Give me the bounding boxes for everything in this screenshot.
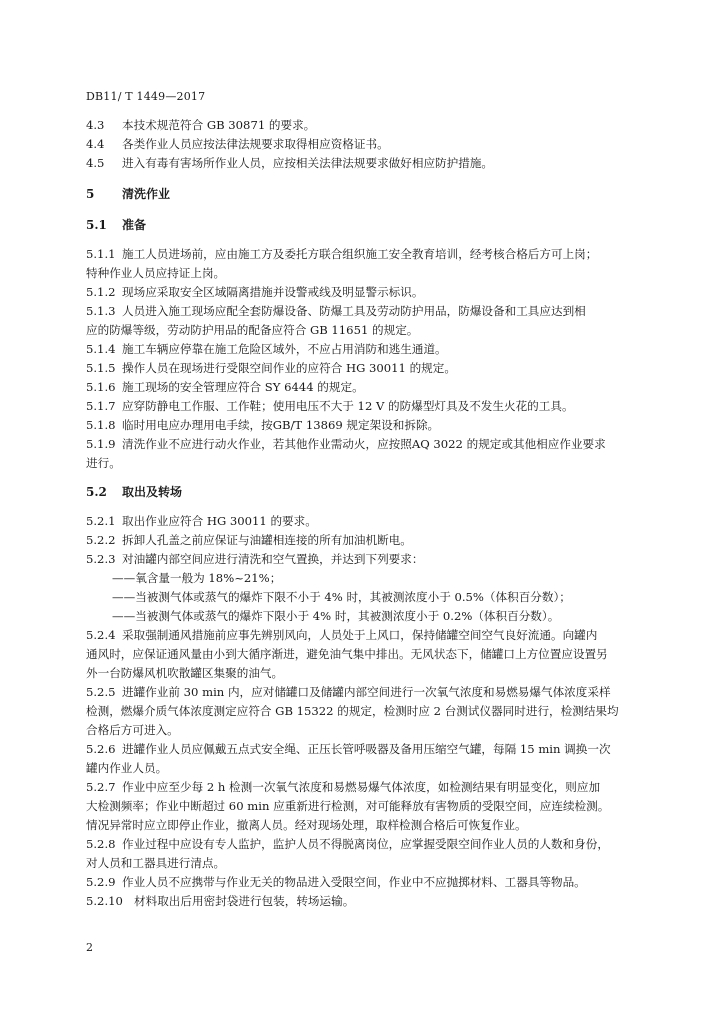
clause-number: 5.1.2 xyxy=(86,285,116,299)
clause-text: 进入有毒有害场所作业人员，应按相关法律法规要求做好相应防护措施。 xyxy=(122,156,494,170)
clause-number: 4.5 xyxy=(86,156,105,170)
section-5-1-heading xyxy=(86,216,662,235)
clause-number: 5.1.1 xyxy=(86,247,116,261)
clause-line xyxy=(86,454,662,473)
clause-text: 人员进入施工现场应配全套防爆设备、防爆工具及劳动防护用品，防爆设备和工具应达到相 xyxy=(122,304,586,318)
clause-number: 5.2.3 xyxy=(86,552,116,566)
clause-text: 情况异常时应立即停止作业，撤离人员。经对现场处理，取样检测合格后可恢复作业。 xyxy=(86,818,527,832)
clause-line xyxy=(86,435,662,454)
section-number: 5.1 xyxy=(86,218,107,232)
clause-number: 5.2.5 xyxy=(86,685,116,699)
clause-text: 作业人员不应携带与作业无关的物品进入受限空间，作业中不应抛掷材料、工器具等物品。 xyxy=(122,875,586,889)
clause-text: 本技术规范符合 GB 30871 的要求。 xyxy=(122,118,316,132)
clause-line xyxy=(86,512,662,531)
clause-line xyxy=(86,116,662,135)
clause-text: 外一台防爆风机吹散罐区集聚的油气。 xyxy=(86,666,284,680)
clause-number: 5.2.2 xyxy=(86,533,116,547)
clause-line xyxy=(86,626,662,645)
clause-text: 作业中应至少每 2 h 检测一次氧气浓度和易燃易爆气体浓度，如检测结果有明显变化，则应加 xyxy=(122,780,601,794)
clause-number: 4.4 xyxy=(86,137,105,151)
clause-line xyxy=(86,702,662,721)
clause-text: 施工车辆应停靠在施工危险区域外，不应占用消防和逃生通道。 xyxy=(122,342,447,356)
page-content xyxy=(86,116,662,911)
clause-text: 对人员和工器具进行清点。 xyxy=(86,856,226,870)
section-title: 清洗作业 xyxy=(122,187,171,201)
clause-text: ——当被测气体或蒸气的爆炸下限小于 4% 时，其被测浓度小于 0.2%（体积百分数）。 xyxy=(112,609,560,623)
clause-number: 5.2.9 xyxy=(86,875,116,889)
clause-text: ——氧含量一般为 18%~21%； xyxy=(112,571,282,585)
clause-line xyxy=(86,759,662,778)
clause-line xyxy=(86,550,662,569)
clause-text: 各类作业人员应按法律法规要求取得相应资格证书。 xyxy=(122,137,389,151)
clause-text: 对油罐内部空间应进行清洗和空气置换，并达到下列要求： xyxy=(122,552,424,566)
clause-text: 清洗作业不应进行动火作业，若其他作业需动火，应按照AQ 3022 的规定或其他相应作业要求 xyxy=(122,437,606,451)
section-number: 5.2 xyxy=(86,485,107,499)
clause-line xyxy=(86,569,662,588)
clause-number: 5.2.8 xyxy=(86,837,116,851)
clause-number: 5.1.8 xyxy=(86,418,116,432)
clause-number: 5.2.7 xyxy=(86,780,116,794)
clause-line xyxy=(86,245,662,264)
clause-number: 5.1.4 xyxy=(86,342,116,356)
clause-text: 取出作业应符合 HG 30011 的要求。 xyxy=(122,514,317,528)
clause-line xyxy=(86,154,662,173)
clause-text: 操作人员在现场进行受限空间作业的应符合 HG 30011 的规定。 xyxy=(122,361,456,375)
clause-line xyxy=(86,321,662,340)
clause-number: 5.2.1 xyxy=(86,514,116,528)
clauses-5-1 xyxy=(86,245,662,473)
clause-number: 5.1.6 xyxy=(86,380,116,394)
section-title: 取出及转场 xyxy=(122,485,183,499)
clause-number: 5.1.7 xyxy=(86,399,116,413)
page-number: 2 xyxy=(86,941,93,954)
clause-text: 临时用电应办理用电手续，按GB/T 13869 规定架设和拆除。 xyxy=(122,418,440,432)
clause-line xyxy=(86,264,662,283)
clause-text: 进罐作业前 30 min 内，应对储罐口及储罐内部空间进行一次氧气浓度和易燃易爆气体浓度采样 xyxy=(122,685,611,699)
clause-text: 特种作业人员应持证上岗。 xyxy=(86,266,226,280)
section-5-heading xyxy=(86,185,662,204)
clause-text: 施工人员进场前，应由施工方及委托方联合组织施工安全教育培训，经考核合格后方可上岗； xyxy=(122,247,598,261)
section-number: 5 xyxy=(86,187,95,201)
clause-line xyxy=(86,740,662,759)
clause-line xyxy=(86,283,662,302)
clause-text: 材料取出后用密封袋进行包装，转场运输。 xyxy=(134,894,355,908)
clause-text: 拆卸人孔盖之前应保证与油罐相连接的所有加油机断电。 xyxy=(122,533,412,547)
clause-line xyxy=(86,378,662,397)
clause-line xyxy=(86,683,662,702)
clause-line xyxy=(86,416,662,435)
clause-line xyxy=(86,816,662,835)
section-5-2-heading xyxy=(86,483,662,502)
clause-text: 采取强制通风措施前应事先辨别风向，人员处于上风口，保持储罐空间空气良好流通。向罐内 xyxy=(122,628,598,642)
clauses-4 xyxy=(86,116,662,173)
clause-line xyxy=(86,359,662,378)
clause-number: 5.2.6 xyxy=(86,742,116,756)
clause-line xyxy=(86,797,662,816)
clause-line xyxy=(86,588,662,607)
clause-line xyxy=(86,778,662,797)
clause-number: 5.2.4 xyxy=(86,628,116,642)
section-title: 准备 xyxy=(122,218,147,232)
clause-line xyxy=(86,302,662,321)
clause-text: 合格后方可进入。 xyxy=(86,723,179,737)
clause-text: 进行。 xyxy=(86,456,121,470)
clause-line xyxy=(86,664,662,683)
clause-text: 现场应采取安全区域隔离措施并设警戒线及明显警示标识。 xyxy=(122,285,424,299)
clause-line xyxy=(86,397,662,416)
clause-text: 施工现场的安全管理应符合 SY 6444 的规定。 xyxy=(122,380,364,394)
clause-text: 作业过程中应设有专人监护，监护人员不得脱离岗位，应掌握受限空间作业人员的人数和身份， xyxy=(122,837,609,851)
clause-line xyxy=(86,873,662,892)
clause-number: 5.1.5 xyxy=(86,361,116,375)
clause-line xyxy=(86,607,662,626)
clause-line xyxy=(86,721,662,740)
clause-line xyxy=(86,645,662,664)
clause-number: 5.1.9 xyxy=(86,437,116,451)
clause-line xyxy=(86,854,662,873)
clause-line xyxy=(86,531,662,550)
clause-text: 应穿防静电工作服、工作鞋；使用电压不大于 12 V 的防爆型灯具及不发生火花的工具。 xyxy=(122,399,574,413)
clause-text: 罐内作业人员。 xyxy=(86,761,168,775)
clause-text: 检测，燃爆介质气体浓度测定应符合 GB 15322 的规定，检测时应 2 台测试仪器同时进行，检测结果均 xyxy=(86,704,619,718)
clause-text: 通风时，应保证通风量由小到大循序渐进，避免油气集中排出。无风状态下，储罐口上方位置应设置另 xyxy=(86,647,608,661)
clauses-5-2 xyxy=(86,512,662,911)
clause-number: 4.3 xyxy=(86,118,105,132)
clause-line xyxy=(86,340,662,359)
clause-text: 大检测频率；作业中断超过 60 min 应重新进行检测，对可能释放有害物质的受限空间，应连续检测。 xyxy=(86,799,610,813)
clause-line xyxy=(86,135,662,154)
clause-text: 应的防爆等级，劳动防护用品的配备应符合 GB 11651 的规定。 xyxy=(86,323,419,337)
clause-text: 进罐作业人员应佩戴五点式安全绳、正压长管呼吸器及备用压缩空气罐，每隔 15 min 调换一次 xyxy=(122,742,611,756)
clause-text: ——当被测气体或蒸气的爆炸下限不小于 4% 时，其被测浓度小于 0.5%（体积百分数）； xyxy=(112,590,571,604)
clause-number: 5.1.3 xyxy=(86,304,116,318)
clause-number: 5.2.10 xyxy=(86,894,123,908)
clause-line xyxy=(86,835,662,854)
clause-line xyxy=(86,892,662,911)
document-code: DB11/ T 1449—2017 xyxy=(86,90,206,103)
